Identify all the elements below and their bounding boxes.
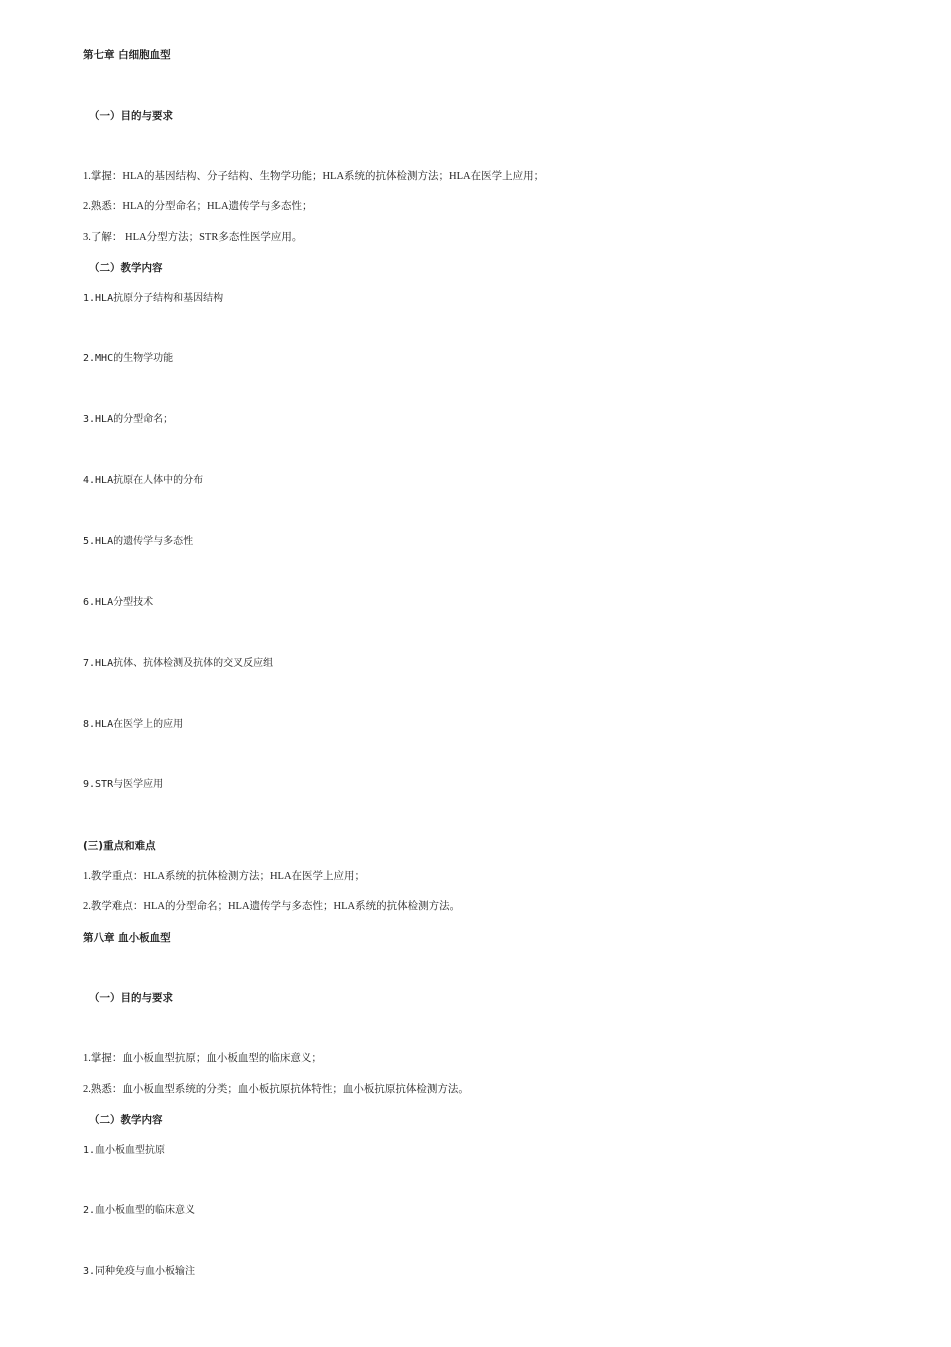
ch7-content-item-8: 8.HLA在医学上的应用 (83, 719, 184, 730)
ch8-content-heading: （二）教学内容 (89, 1114, 163, 1126)
ch7-content-item-6: 6.HLA分型技术 (83, 597, 154, 608)
ch7-content-item-4: 4.HLA抗原在人体中的分布 (83, 475, 204, 486)
ch7-goal-1: 1.掌握：HLA的基因结构、分子结构、生物学功能；HLA系统的抗体检测方法；HLA在医学上应用； (83, 171, 545, 182)
ch7-goal-2: 2.熟悉：HLA的分型命名；HLA遗传学与多态性； (83, 201, 313, 212)
ch7-content-item-3: 3.HLA的分型命名； (83, 414, 174, 425)
ch7-content-item-5: 5.HLA的遗传学与多态性 (83, 536, 194, 547)
ch7-content-item-1: 1.HLA抗原分子结构和基因结构 (83, 293, 224, 304)
ch7-key-heading: (三)重点和难点 (83, 840, 156, 852)
ch8-goals-heading: （一）目的与要求 (89, 992, 173, 1004)
ch7-goals-heading: （一）目的与要求 (89, 110, 173, 122)
ch8-content-item-2: 2.血小板血型的临床意义 (83, 1205, 196, 1216)
ch8-goal-2: 2.熟悉：血小板血型系统的分类；血小板抗原抗体特性；血小板抗原抗体检测方法。 (83, 1084, 469, 1095)
ch7-content-heading: （二）教学内容 (89, 262, 163, 274)
ch7-content-item-2: 2.MHC的生物学功能 (83, 353, 174, 364)
ch8-content-item-1: 1.血小板血型抗原 (83, 1145, 166, 1156)
chapter-7-title: 第七章 白细胞血型 (83, 49, 171, 61)
ch8-content-item-3: 3.同种免疫与血小板输注 (83, 1266, 196, 1277)
ch7-content-item-7: 7.HLA抗体、抗体检测及抗体的交叉反应组 (83, 658, 274, 669)
ch8-goal-1: 1.掌握：血小板血型抗原；血小板血型的临床意义； (83, 1053, 322, 1064)
ch7-content-item-9: 9.STR与医学应用 (83, 779, 164, 790)
ch7-key-point-1: 1.教学重点：HLA系统的抗体检测方法；HLA在医学上应用； (83, 871, 366, 882)
ch7-goal-3: 3.了解： HLA分型方法；STR多态性医学应用。 (83, 232, 303, 243)
chapter-8-title: 第八章 血小板血型 (83, 932, 171, 944)
ch7-key-point-2: 2.教学难点：HLA的分型命名；HLA遗传学与多态性；HLA系统的抗体检测方法。 (83, 901, 461, 912)
